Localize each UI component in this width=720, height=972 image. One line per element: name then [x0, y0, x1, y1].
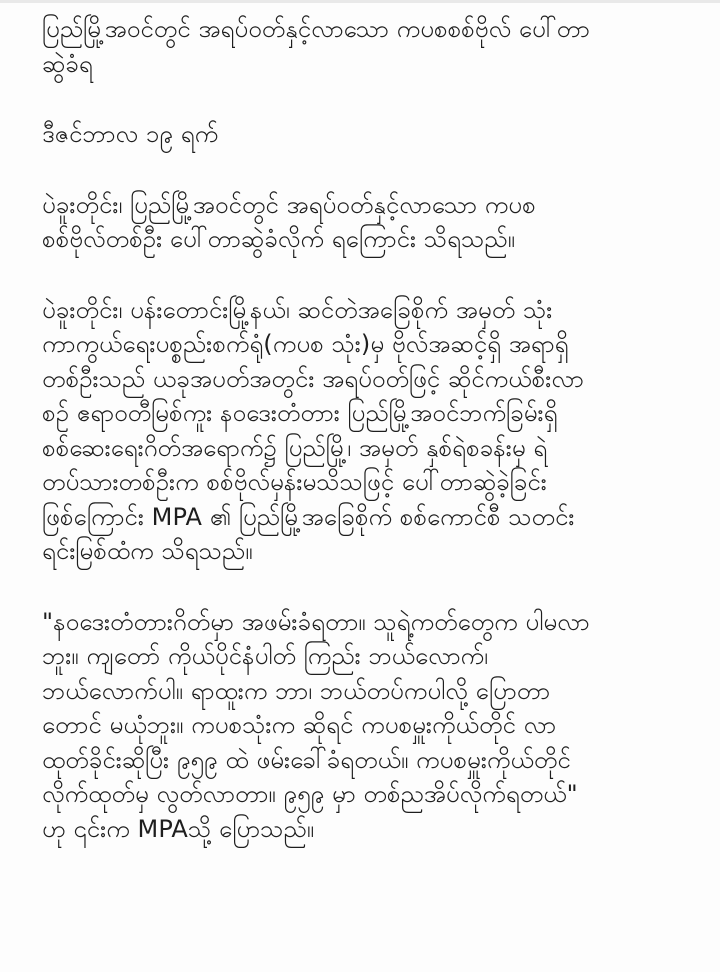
quote-line: လိုက်ထုတ်မှ လွတ်လာတာ။ ၉၅၉ မှာ တစ်ညအိပ်လိုက်ရတယ်"	[42, 780, 578, 808]
headline	[42, 12, 692, 81]
lede-paragraph	[42, 188, 692, 257]
quote-line: ဘယ်လောက်ပါ။ ရာထူးက ဘာ၊ ဘယ်တပ်ကပါလို့ ပြောတာ	[42, 676, 551, 705]
quote-line: တောင် မယုံဘူး။ ကပစသုံးက ဆိုရင် ကပစမှူးကိုယ်တိုင် လာ	[42, 711, 557, 739]
quote-line: ဘူး။ ကျတော် ကိုယ်ပိုင်နံပါတ် ကြည်း ဘယ်လောက်၊	[42, 642, 489, 670]
body-line: ဖြစ်ကြောင်း MPA ၏ ပြည်မြို့အခြေစိုက် စစ်ကောင်စီ သတင်း	[42, 502, 575, 531]
body-line: ပဲခူးတိုင်း၊ ပန်းတောင်းမြို့နယ်၊ ဆင်တဲအခြေစိုက် အမှတ် သုံး	[42, 295, 553, 324]
quote-line: ထုတ်ခိုင်းဆိုပြီး ၉၅၉ ထဲ ဖမ်းခေါ်ခံရတယ်။ ကပစမှူးကိုယ်တိုင်	[42, 745, 571, 774]
lede-line: ပဲခူးတိုင်း၊ ပြည်မြို့အဝင်တွင် အရပ်ဝတ်နှင့်လာသော ကပစ	[42, 190, 536, 219]
body-line: စဉ် ဧရာဝတီမြစ်ကူး နဝဒေးတံတား ပြည်မြို့အဝင်ဘက်ခြမ်းရှိ	[42, 399, 558, 427]
dateline	[42, 117, 692, 152]
body-line: စစ်ဆေးရေးဂိတ်အရောက်၌ ပြည်မြို့၊ အမှတ် နှစ်ရဲစခန်းမှ ရဲ	[42, 433, 548, 462]
top-divider	[0, 0, 720, 3]
dateline-text: ဒီဇင်ဘာလ ၁၉ ရက်	[42, 120, 219, 148]
quote-line: "နဝဒေးတံတားဂိတ်မှာ အဖမ်းခံရတာ။ သူရဲ့ကတ်တွေက ပါမလာ	[42, 607, 590, 636]
body-paragraph	[42, 293, 692, 569]
headline-line: ပြည်မြို့အဝင်တွင် အရပ်ဝတ်နှင့်လာသော ကပစစစ်ဗိုလ် ပေါ်တာ	[42, 15, 590, 43]
lede-line: စစ်ဗိုလ်တစ်ဦး ပေါ်တာဆွဲခံလိုက် ရကြောင်း သိရသည်။	[42, 225, 515, 253]
quote-paragraph	[42, 605, 692, 847]
body-line: တစ်ဦးသည် ယခုအပတ်အတွင်း အရပ်ဝတ်ဖြင့် ဆိုင်ကယ်စီးလာ	[42, 364, 584, 393]
quote-line: ဟု ၎င်းက MPAသို့ ပြောသည်။	[42, 814, 315, 843]
body-line: တပ်သားတစ်ဦးက စစ်ဗိုလ်မှန်းမသိသဖြင့် ပေါ်တာဆွဲခဲ့ခြင်း	[42, 468, 547, 496]
body-line: ကာကွယ်ရေးပစ္စည်းစက်ရုံ(ကပစ သုံး)မှ ဗိုလ်အဆင့်ရှိ အရာရှိ	[42, 330, 569, 358]
body-line: ရင်းမြစ်ထံက သိရသည်။	[42, 537, 253, 565]
headline-line: ဆွဲခံရ	[42, 49, 93, 78]
